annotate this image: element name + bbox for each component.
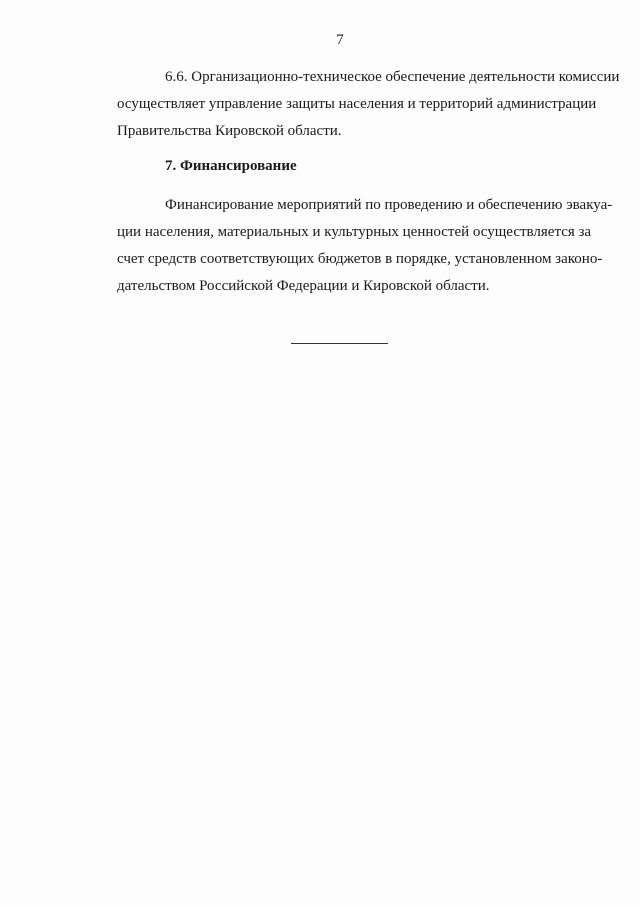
paragraph-line: ции населения, материальных и культурных ценностей осуществляется за — [117, 224, 592, 240]
page-number: 7 — [336, 32, 344, 48]
paragraph-line: счет средств соответствующих бюджетов в порядке, установленном законо- — [117, 251, 603, 267]
paragraph-line: Правительства Кировской области. — [117, 123, 342, 139]
end-divider-line — [291, 343, 388, 344]
paragraph-line: Финансирование мероприятий по проведению и обеспечению эвакуа- — [165, 197, 613, 213]
paragraph-line: дательством Российской Федерации и Кировской области. — [117, 278, 490, 294]
paragraph-line: 6.6. Организационно-техническое обеспечение деятельности комиссии — [165, 69, 620, 85]
paragraph-financing — [117, 192, 613, 300]
paragraph-line: осуществляет управление защиты населения и территорий администрации — [117, 96, 597, 112]
paragraph-6-6 — [117, 64, 620, 145]
section-heading-financing: 7. Финансирование — [165, 158, 297, 174]
